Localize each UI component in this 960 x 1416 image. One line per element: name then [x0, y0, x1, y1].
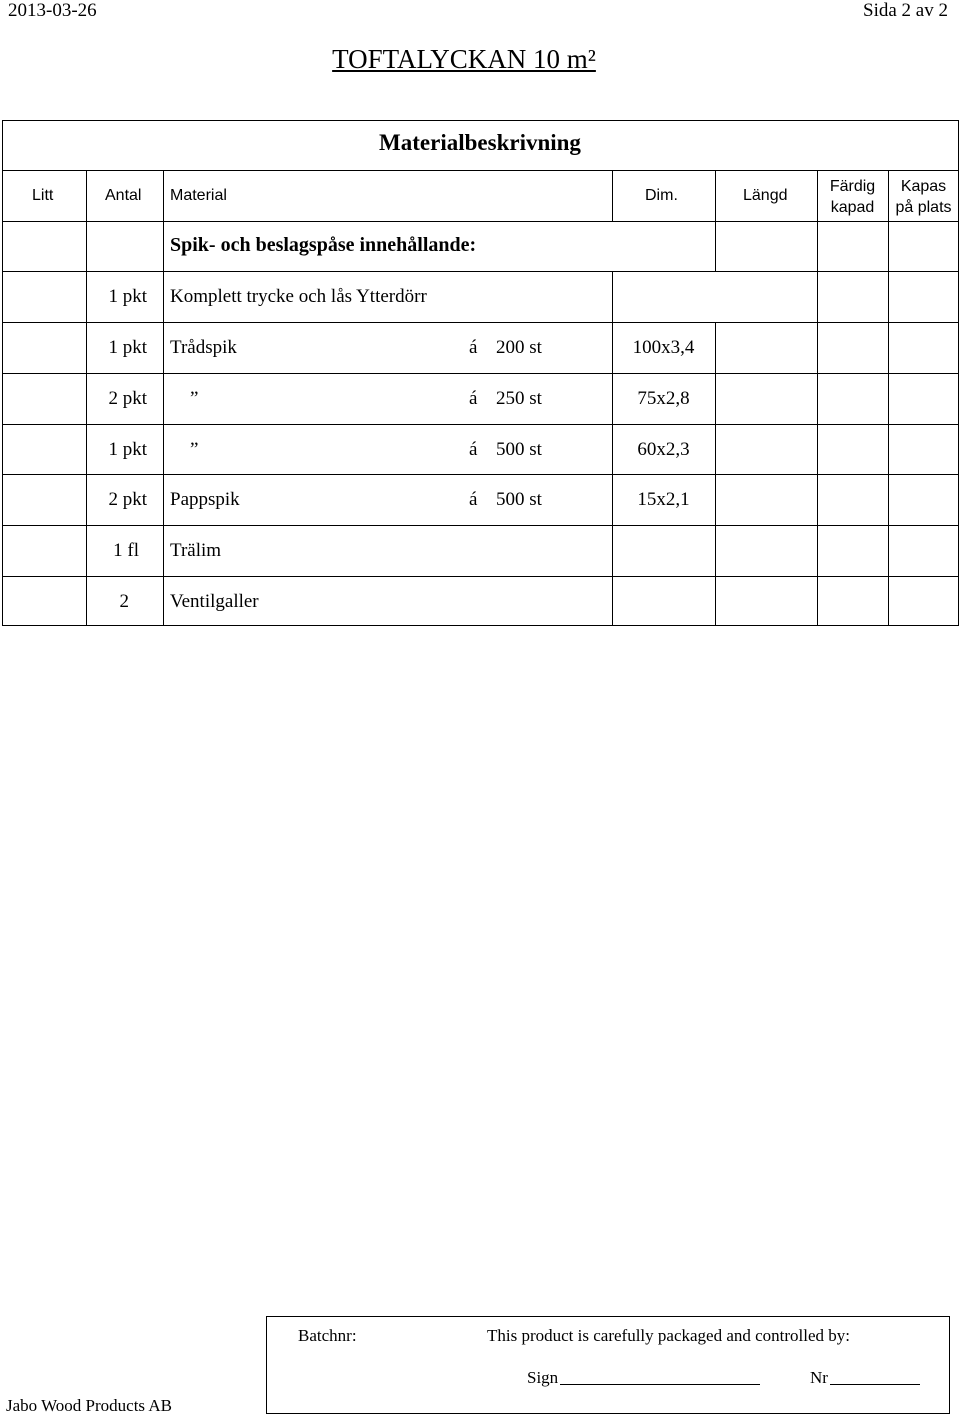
cell-material: ” — [190, 388, 199, 409]
table-row — [0, 439, 960, 463]
table-divider — [2, 424, 959, 425]
group-label: Spik- och beslagspåse innehållande: — [170, 234, 477, 256]
sign-label: Sign — [527, 1368, 559, 1387]
cell-per: á — [469, 388, 478, 409]
table-row — [0, 388, 960, 412]
table-divider — [2, 576, 959, 577]
cell-dim: 75x2,8 — [637, 388, 690, 409]
column-header-dim: Dim. — [645, 187, 678, 204]
nr-label: Nr — [810, 1368, 828, 1387]
cell-antal: 1 pkt — [108, 286, 147, 307]
cell-count: 500 st — [496, 489, 542, 510]
column-header-fardig-kapad — [817, 176, 888, 218]
table-divider — [2, 170, 959, 171]
cell-antal: 2 pkt — [108, 388, 147, 409]
nr-line — [830, 1384, 920, 1385]
cell-dim: 15x2,1 — [637, 489, 690, 510]
cell-material: Komplett trycke och lås Ytterdörr — [170, 286, 427, 307]
cell-material: Trådspik — [170, 337, 237, 358]
cell-count: 500 st — [496, 439, 542, 460]
column-header-kapas-line2: på plats — [895, 199, 952, 216]
cell-per: á — [469, 337, 478, 358]
cell-antal: 1 fl — [113, 540, 139, 561]
column-header-material: Material — [170, 187, 227, 204]
table-row — [0, 489, 960, 513]
document-date: 2013-03-26 — [8, 0, 97, 21]
cell-dim: 60x2,3 — [637, 439, 690, 460]
column-header-langd: Längd — [743, 187, 788, 204]
column-header-kapas-line1: Kapas — [900, 178, 947, 195]
section-title: Materialbeskrivning — [379, 130, 581, 155]
page-number: Sida 2 av 2 — [863, 0, 948, 21]
document-title: TOFTALYCKAN 10 m² — [332, 44, 596, 74]
company-name: Jabo Wood Products AB — [6, 1396, 172, 1415]
cell-dim: 100x3,4 — [632, 337, 695, 358]
control-statement: This product is carefully packaged and controlled by: — [487, 1326, 851, 1345]
cell-count: 200 st — [496, 337, 542, 358]
column-divider — [715, 221, 716, 271]
cell-per: á — [469, 489, 478, 510]
sign-line — [560, 1384, 760, 1385]
table-row — [0, 591, 960, 615]
cell-material: Ventilgaller — [170, 591, 259, 612]
column-divider — [612, 170, 613, 221]
cell-material: Trälim — [170, 540, 222, 561]
cell-count: 250 st — [496, 388, 542, 409]
cell-material: ” — [190, 439, 199, 460]
cell-per: á — [469, 439, 478, 460]
cell-antal: 2 pkt — [108, 489, 147, 510]
table-divider — [2, 474, 959, 475]
column-header-antal: Antal — [105, 187, 142, 204]
column-divider — [715, 170, 716, 221]
table-row — [0, 286, 960, 310]
column-header-litt: Litt — [32, 187, 54, 204]
table-divider — [2, 221, 959, 222]
column-header-fardig-line2: kapad — [830, 199, 875, 216]
table-row — [0, 337, 960, 361]
column-header-kapas-pa-plats — [888, 176, 959, 218]
cell-antal: 2 — [119, 591, 129, 612]
cell-antal: 1 pkt — [108, 439, 147, 460]
cell-material: Pappspik — [170, 489, 240, 510]
table-divider — [2, 322, 959, 323]
table-divider — [2, 525, 959, 526]
table-row — [0, 540, 960, 564]
column-header-fardig-line1: Färdig — [829, 178, 876, 195]
cell-antal: 1 pkt — [108, 337, 147, 358]
column-divider — [715, 322, 716, 626]
batch-label: Batchnr: — [298, 1326, 357, 1345]
table-divider — [2, 271, 959, 272]
table-divider — [2, 373, 959, 374]
